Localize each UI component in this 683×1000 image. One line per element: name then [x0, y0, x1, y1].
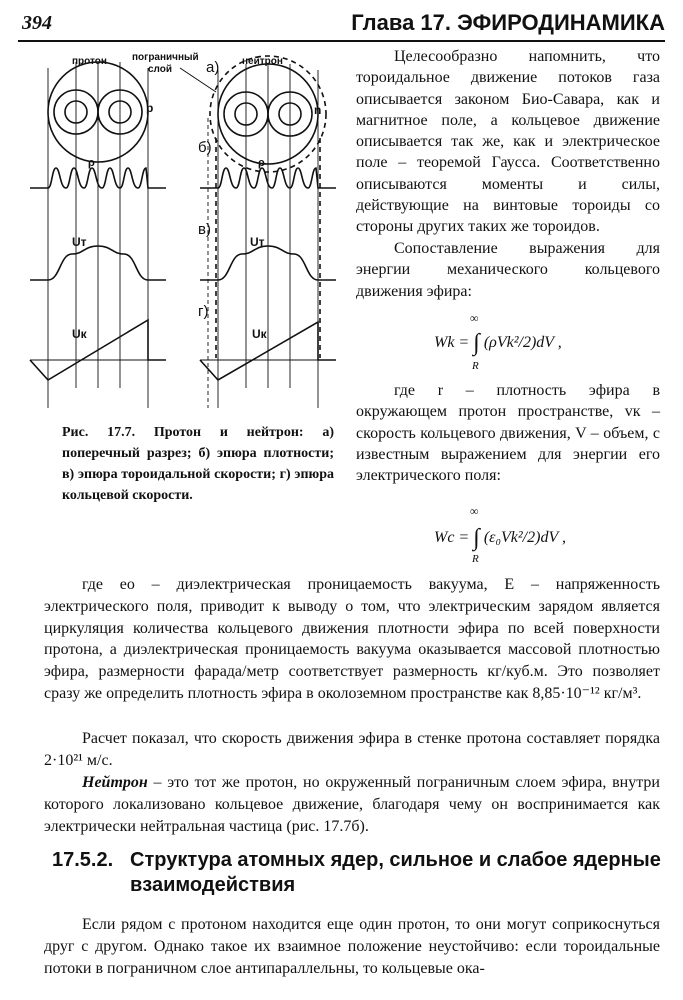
term-neutron: Нейтрон: [82, 774, 148, 791]
paragraph-6-text: – это тот же протон, но окруженный пограничным слоем эфира, внутри которого локализовано кольцевое движение, благодаря чему он воспринимается как электрически нейтральная частица (рис. 17.7б).: [44, 774, 660, 835]
label-ut-right: Uт: [250, 235, 265, 249]
header-rule: [18, 40, 665, 42]
paragraph-6: [44, 772, 660, 837]
figure-caption: Рис. 17.7. Протон и нейтрон: а) поперечный разрез; б) эпюра плотности; в) эпюра тороидальной скорости; г) эпюра кольцевой скорости.: [62, 425, 334, 503]
section-title-line-2: взаимодействия: [130, 874, 296, 896]
equation-2-upper: ∞: [470, 504, 479, 518]
paragraph-3: где r – плотность эфира в окружающем протон пространстве, vк – скорость кольцевого движения, V – объем, с известным выражением для энергии его электрического поля:: [356, 382, 660, 485]
equation-2-body: (ε₀Vk²/2)dV ,: [483, 529, 566, 547]
section-heading: [52, 848, 662, 898]
label-p: р: [146, 101, 154, 115]
label-v: в): [198, 221, 211, 238]
label-proton: протон: [72, 56, 107, 67]
paragraph-5: Расчет показал, что скорость движения эфира в стенке протона составляет порядка 2·10²¹ м/с.: [44, 730, 660, 769]
label-n: n: [314, 103, 322, 117]
equation-2: Wc = ∫ (ε₀Vk²/2)dV ,: [434, 525, 566, 551]
equation-2-lower: R: [472, 553, 479, 565]
label-uk-right: Uк: [252, 327, 267, 341]
label-neutron: нейтрон: [242, 56, 283, 67]
label-boundary-2: слой: [148, 64, 173, 75]
equation-1: Wk = ∫ (ρVk²/2)dV ,: [434, 330, 562, 356]
paragraph-4: где eо – диэлектрическая проницаемость вакуума, Е – напряженность электрического поля, приводит к выводу о том, что электрическим зарядом является циркуляция количества кольцевого движения плотности эфира по всей поверхности протона, а диэлектрическая проницаемость вакуума оказывается массовой плотностью эфира, размерности фарада/метр соответствует размерность кг/куб.м. Это позволяет сразу же определить плотность эфира в околоземном пространстве как 8,85·10⁻¹² кг/м³.: [44, 576, 660, 702]
label-a: а): [206, 59, 220, 76]
label-uk-left: Uк: [72, 327, 87, 341]
label-b: б): [198, 139, 212, 156]
section-title-line-1: Структура атомных ядер, сильное и слабое ядерные: [130, 849, 661, 871]
equation-2-lhs: Wc =: [434, 529, 470, 547]
label-rho-right: ρ: [258, 157, 265, 169]
paragraph-2: Сопоставление выражения для энергии механического кольцевого движения эфира:: [356, 240, 660, 300]
page-number: 394: [22, 12, 52, 34]
figure-proton-neutron: [20, 48, 340, 420]
equation-1-body: (ρVk²/2)dV ,: [483, 334, 562, 352]
equation-1-lower: R: [472, 360, 479, 372]
equation-1-lhs: Wk =: [434, 334, 470, 352]
paragraph-7: Если рядом с протоном находится еще один протон, то они могут соприкоснуться друг с другом. Однако такое их взаимное положение неустойчиво: если тороидальные потоки в пограничном слое антипараллельны, то кольцевые ока-: [44, 916, 660, 977]
equation-1-upper: ∞: [470, 311, 479, 325]
paragraph-1: Целесообразно напомнить, что тороидальное движение потоков газа описывается законом Био-Савара, как и магнитное поле, а кольцевое движение описывается так же, как и электрическое поле – теоремой Гаусса. Соответственно описываются моменты и силы, действующие на винтовые тороиды со стороны других таких же тороидов.: [356, 48, 660, 236]
label-g: г): [198, 303, 209, 320]
section-number: 17.5.2.: [52, 849, 114, 871]
chapter-title: Глава 17. ЭФИРОДИНАМИКА: [351, 10, 665, 35]
label-rho-left: ρ: [88, 157, 95, 169]
label-ut-left: Uт: [72, 235, 87, 249]
label-boundary-1: пограничный: [132, 52, 199, 63]
